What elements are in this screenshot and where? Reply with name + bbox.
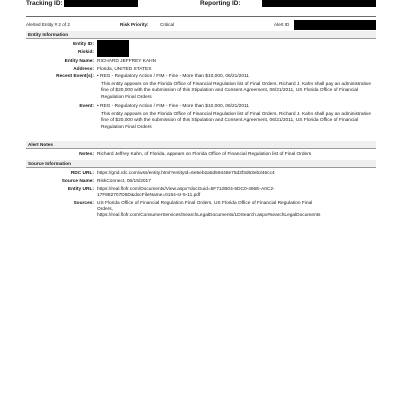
event-description: This entity appears on the Florida Office of Financial Regulation list of Final Orders. Richard J. Kahn shall pay an administrative fine of $20,000 with the submission of this Stipulation and Consent Agreement, 06/21/2011, US Florida Office of Financial Regulation Final Orders [101, 112, 372, 130]
recent-event-title: • REG - Regulatory Action / FIM - Fine - More than $10,000, 06/21/2011 [97, 74, 249, 79]
risk-priority-value: Critical [160, 22, 175, 27]
entity-name-value: RICHARD JEFFREY KAHN [97, 59, 157, 64]
riskid-label: Riskid: [78, 50, 94, 55]
recent-events-label: Recent Event(s): [56, 74, 94, 79]
notes-value: Richard Jeffrey Kahn, of Florida, appears on Florida Office of Financial Regulation list of Final Orders. [97, 152, 313, 157]
sources-label: Sources: [73, 201, 94, 206]
alert-id-redaction [294, 20, 376, 30]
source-name-value: RiskConnect, 06/15/2017 [97, 179, 151, 184]
alert-id-label: Alert ID [274, 22, 290, 27]
tracking-id-redaction [64, 0, 138, 7]
alerted-entity-text: Alerted Entity # 2 of 2 [26, 22, 70, 27]
reporting-id-label: Reporting ID: [200, 0, 241, 7]
notes-label: Notes: [79, 152, 94, 157]
riskid-redaction [97, 48, 129, 57]
source-name-label: Source Name: [61, 179, 94, 184]
entity-url-label: Entity URL: [67, 187, 94, 192]
rdc-url-link[interactable]: https://grid.rdc.com/wss/entity.html?entityId=6e5eb2a5d59448e75d3f3d53eb346cc4 [97, 171, 275, 176]
entity-url-link-line2[interactable]: 17F882707D5D&docFileName=0154-sr-5-11.pdf [97, 193, 201, 198]
reporting-id-redaction [262, 0, 376, 7]
sources-line2: Orders, [97, 207, 113, 212]
entity-name-label: Entity Name: [64, 59, 94, 64]
address-label: Address: [73, 67, 94, 72]
event-label: Event: [79, 104, 94, 109]
entity-id-label: Entity ID: [72, 42, 94, 47]
sources-line1: US Florida Office of Financial Regulation Final Orders, US Florida Office of Financial Regulation Final [97, 201, 313, 206]
address-value: Florida, UNITED STATES [97, 67, 152, 72]
recent-event-description: This entity appears on the Florida Office of Financial Regulation list of Final Orders. Richard J. Kahn shall pay an administrative fine of $20,000 with the submission of this Stipulation and Consent Agreement, 06/21/2011, US Florida Office of Financial Regulation Final Orders [101, 82, 372, 100]
sources-link[interactable]: https://real.flofr.com/ConsumerServices/SearchLegalDocuments/LDSearch.aspx#searchLegalDocuments [97, 213, 321, 218]
tracking-id-label: Tracking ID: [26, 0, 63, 7]
source-information-header: Source Information [26, 160, 376, 168]
header-divider [26, 16, 376, 17]
entity-information-header: Entity Information [26, 31, 376, 39]
risk-priority-label: Risk Priority: [120, 22, 149, 27]
entity-url-link-line1[interactable]: https://real.flofr.com/Documents/View.aspx?docGuid=5F712B04-5DC0-466E-A0C2- [97, 187, 275, 192]
alert-notes-header: Alert Notes [26, 141, 376, 149]
rdc-url-label: RDC URL: [70, 171, 94, 176]
event-title: • REG - Regulatory Action / FIM - Fine - More than $10,000, 06/21/2011 [97, 104, 249, 109]
